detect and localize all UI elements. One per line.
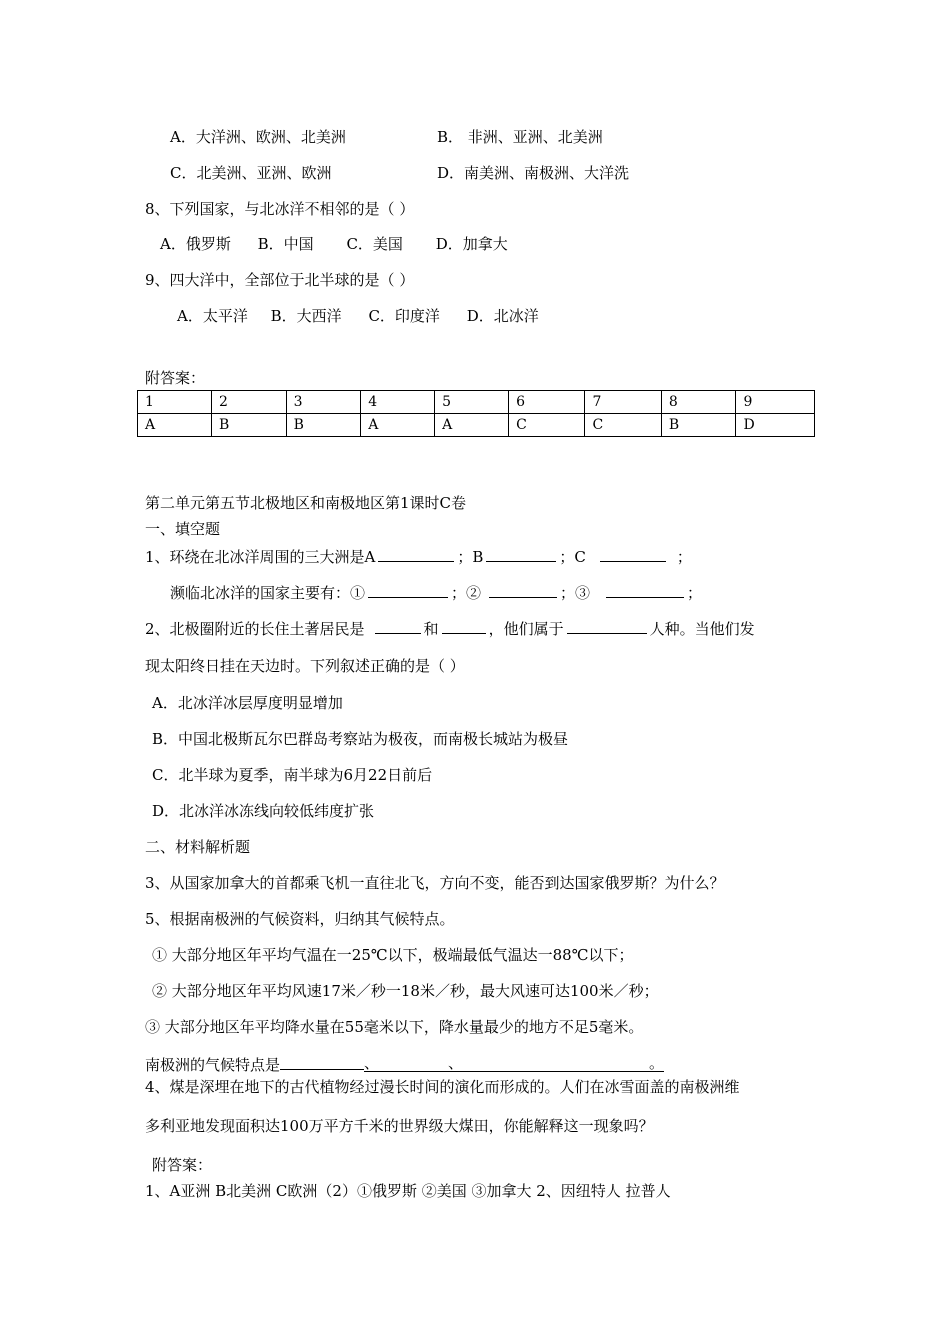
part2-heading: 二、材料解析题 xyxy=(145,838,251,856)
q9-option-d: D．北冰洋 xyxy=(466,307,539,325)
q5-item-2: ② 大部分地区年平均风速17米／秒一18米／秒，最大风速可达100米／秒； xyxy=(152,982,659,1000)
q1-blank-country-3[interactable] xyxy=(606,582,684,598)
q1-circ2: ；② xyxy=(451,584,482,602)
q9-stem: 9、四大洋中，全部位于北半球的是（ ） xyxy=(145,271,415,289)
answer-table-number-row xyxy=(138,391,815,414)
part1-heading: 一、填空题 xyxy=(145,520,221,538)
answer-val-9: D xyxy=(736,414,815,437)
answer-val-3: B xyxy=(286,414,361,437)
answer-num-6: 6 xyxy=(509,391,585,414)
answer-line-2: 1、A亚洲 B北美洲 C欧洲（2）①俄罗斯 ②美国 ③加拿大 2、因纽特人 拉普人 xyxy=(145,1182,671,1200)
answer-val-2: B xyxy=(211,414,286,437)
q1-blank-a[interactable] xyxy=(378,546,454,562)
q5-blank-2[interactable]: 、 xyxy=(448,1056,546,1072)
q1-line1 xyxy=(145,546,692,566)
q7-option-a: A．大洋洲、欧洲、北美洲 xyxy=(170,128,346,146)
q9-option-b: B．大西洋 xyxy=(270,307,342,325)
q5-blank-3[interactable]: 。 xyxy=(546,1056,664,1072)
q8-option-a: A．俄罗斯 xyxy=(160,235,231,253)
q7-option-c: C．北美洲、亚洲、欧洲 xyxy=(170,164,332,182)
q2-option-d: D．北冰洋冰冻线向较低纬度扩张 xyxy=(152,802,375,820)
q9-option-c: C．印度洋 xyxy=(368,307,440,325)
answer-val-8: B xyxy=(661,414,736,437)
answer-val-6: C xyxy=(509,414,585,437)
q8-option-b: B．中国 xyxy=(257,235,314,253)
q3-text: 3、从国家加拿大的首都乘飞机一直往北飞，方向不变，能否到达国家俄罗斯？为什么？ xyxy=(145,874,725,892)
q2-and: 和 xyxy=(423,620,439,638)
q8-option-c: C．美国 xyxy=(346,235,403,253)
answer-num-1: 1 xyxy=(138,391,212,414)
answer-table xyxy=(137,390,815,437)
q2-option-a: A．北冰洋冰层厚度明显增加 xyxy=(152,694,343,712)
q1-label-b: ；B xyxy=(457,548,484,566)
q1-label-c: ；C xyxy=(559,548,586,566)
answer-num-4: 4 xyxy=(361,391,435,414)
q1-circ3: ；③ xyxy=(560,584,591,602)
q1-line2-end: ； xyxy=(687,584,703,602)
q2-blank-3[interactable] xyxy=(567,618,647,634)
answer-val-7: C xyxy=(585,414,661,437)
answer-num-3: 3 xyxy=(286,391,361,414)
q5-answer-prefix: 南极洲的气候特点是 xyxy=(145,1056,281,1074)
q2-option-b: B．中国北极斯瓦尔巴群岛考察站为极夜，而南极长城站为极昼 xyxy=(152,730,569,748)
q9-option-a: A．太平洋 xyxy=(177,307,248,325)
q1-blank-c[interactable] xyxy=(600,546,666,562)
q4-line2: 多利亚地发现面积达100万平方千米的世界级大煤田，你能解释这一现象吗？ xyxy=(145,1117,654,1135)
q2-line1 xyxy=(145,618,755,638)
q2-blank-2[interactable] xyxy=(442,618,486,634)
q8-stem: 8、下列国家，与北冰洋不相邻的是（ ） xyxy=(145,200,415,218)
q2-end: 人种。当他们发 xyxy=(649,620,755,638)
answer-table-answer-row xyxy=(138,414,815,437)
q4-line1: 4、煤是深埋在地下的古代植物经过漫长时间的演化而形成的。人们在冰雪面盖的南极洲维 xyxy=(145,1078,740,1096)
q1-end: ； xyxy=(676,548,692,566)
q7-option-b: B． 非洲、亚洲、北美洲 xyxy=(437,128,603,146)
answer-num-5: 5 xyxy=(435,391,509,414)
q1-line2 xyxy=(170,582,702,602)
answer-label-2: 附答案： xyxy=(152,1156,213,1174)
q8-options xyxy=(160,235,508,253)
q1-prefix: 1、环绕在北冰洋周围的三大洲是A xyxy=(145,548,376,566)
q9-options xyxy=(177,307,539,325)
q2-line2: 现太阳终日挂在天边时。下列叙述正确的是（ ） xyxy=(145,657,465,675)
answer-val-1: A xyxy=(138,414,212,437)
answer-key-label: 附答案： xyxy=(145,369,206,387)
q5-text: 5、根据南极洲的气候资料，归纳其气候特点。 xyxy=(145,910,455,928)
q1-blank-b[interactable] xyxy=(486,546,556,562)
q5-sep-1: 、 xyxy=(364,1056,448,1072)
q1-blank-country-1[interactable] xyxy=(368,582,448,598)
answer-val-4: A xyxy=(361,414,435,437)
q8-option-d: D．加拿大 xyxy=(435,235,508,253)
q2-blank-1[interactable] xyxy=(375,618,421,634)
q5-answer-line xyxy=(145,1054,664,1074)
answer-num-7: 7 xyxy=(585,391,661,414)
q1-line2-prefix: 濒临北冰洋的国家主要有：① xyxy=(170,584,366,602)
q2-option-c: C．北半球为夏季，南半球为6月22日前后 xyxy=(152,766,433,784)
q5-item-3: ③ 大部分地区年平均降水量在55毫米以下，降水量最少的地方不足5毫米。 xyxy=(145,1018,644,1036)
q1-blank-country-2[interactable] xyxy=(489,582,557,598)
answer-num-2: 2 xyxy=(211,391,286,414)
section-title: 第二单元第五节北极地区和南极地区第1课时C卷 xyxy=(145,494,467,512)
q5-blank-1[interactable] xyxy=(280,1054,364,1070)
answer-num-8: 8 xyxy=(661,391,736,414)
q2-mid: ，他们属于 xyxy=(488,620,564,638)
q2-prefix: 2、北极圈附近的长住土著居民是 xyxy=(145,620,365,638)
answer-num-9: 9 xyxy=(736,391,815,414)
answer-val-5: A xyxy=(435,414,509,437)
q7-option-d: D．南美洲、南极洲、大洋洗 xyxy=(437,164,630,182)
q5-item-1: ① 大部分地区年平均气温在一25℃以下，极端最低气温达一88℃以下； xyxy=(152,946,634,964)
